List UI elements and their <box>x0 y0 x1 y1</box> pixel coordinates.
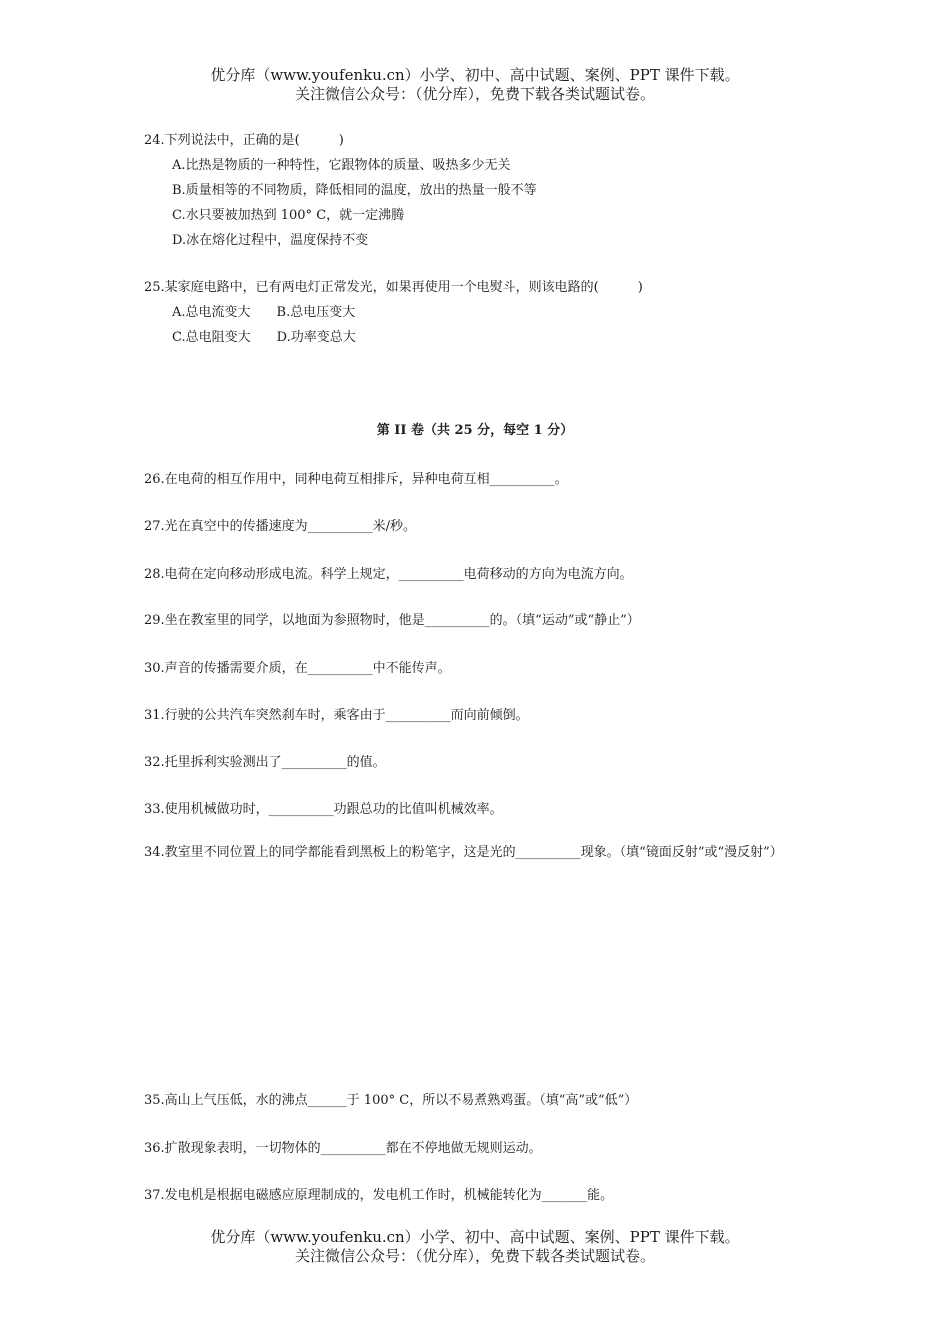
question-25-options-ab: A.总电流变大 B.总电压变大 <box>172 305 356 320</box>
question-34: 34.教室里不同位置上的同学都能看到黑板上的粉笔字，这是光的__________现象。（填“镜面反射”或“漫反射”） <box>144 845 783 860</box>
page-footer <box>0 1228 950 1266</box>
question-24-option-b: B.质量相等的不同物质，降低相同的温度，放出的热量一般不等 <box>172 183 537 198</box>
header-line-2: 关注微信公众号：（优分库），免费下载各类试题试卷。 <box>294 85 655 103</box>
section-2-title: 第 II 卷（共 25 分，每空 1 分） <box>376 423 574 438</box>
question-25-stem: 25.某家庭电路中，已有两电灯正常发光，如果再使用一个电熨斗，则该电路的( ) <box>144 280 643 295</box>
question-28: 28.电荷在定向移动形成电流。科学上规定，__________电荷移动的方向为电流方向。 <box>144 567 633 582</box>
question-37: 37.发电机是根据电磁感应原理制成的，发电机工作时，机械能转化为_______能。 <box>144 1188 614 1203</box>
question-29: 29.坐在教室里的同学，以地面为参照物时，他是__________的。（填“运动”或“静止”） <box>144 613 640 628</box>
question-27: 27.光在真空中的传播速度为__________米/秒。 <box>144 519 417 534</box>
question-24-option-d: D.冰在熔化过程中，温度保持不变 <box>172 233 369 248</box>
question-31: 31.行驶的公共汽车突然刹车时，乘客由于__________而向前倾倒。 <box>144 708 529 723</box>
question-30: 30.声音的传播需要介质，在__________中不能传声。 <box>144 661 451 676</box>
question-32: 32.托里拆利实验测出了__________的值。 <box>144 755 386 770</box>
question-33: 33.使用机械做功时，__________功跟总功的比值叫机械效率。 <box>144 802 503 817</box>
footer-line-2: 关注微信公众号：（优分库），免费下载各类试题试卷。 <box>294 1247 655 1265</box>
question-35: 35.高山上气压低，水的沸点______于 100° C，所以不易煮熟鸡蛋。（填“高”或“低”） <box>144 1093 638 1108</box>
question-36: 36.扩散现象表明，一切物体的__________都在不停地做无规则运动。 <box>144 1141 542 1156</box>
question-24-option-c: C.水只要被加热到 100° C，就一定沸腾 <box>172 208 405 223</box>
footer-line-1: 优分库（www.youfenku.cn）小学、初中、高中试题、案例、PPT 课件下载。 <box>210 1228 740 1246</box>
question-26: 26.在电荷的相互作用中，同种电荷互相排斥，异种电荷互相__________。 <box>144 472 568 487</box>
page-header <box>0 66 950 104</box>
question-24-option-a: A.比热是物质的一种特性，它跟物体的质量、吸热多少无关 <box>172 158 511 173</box>
question-24-stem: 24.下列说法中，正确的是( ) <box>144 133 344 148</box>
question-25-options-cd: C.总电阻变大 D.功率变总大 <box>172 330 356 345</box>
header-line-1: 优分库（www.youfenku.cn）小学、初中、高中试题、案例、PPT 课件下载。 <box>210 66 740 84</box>
